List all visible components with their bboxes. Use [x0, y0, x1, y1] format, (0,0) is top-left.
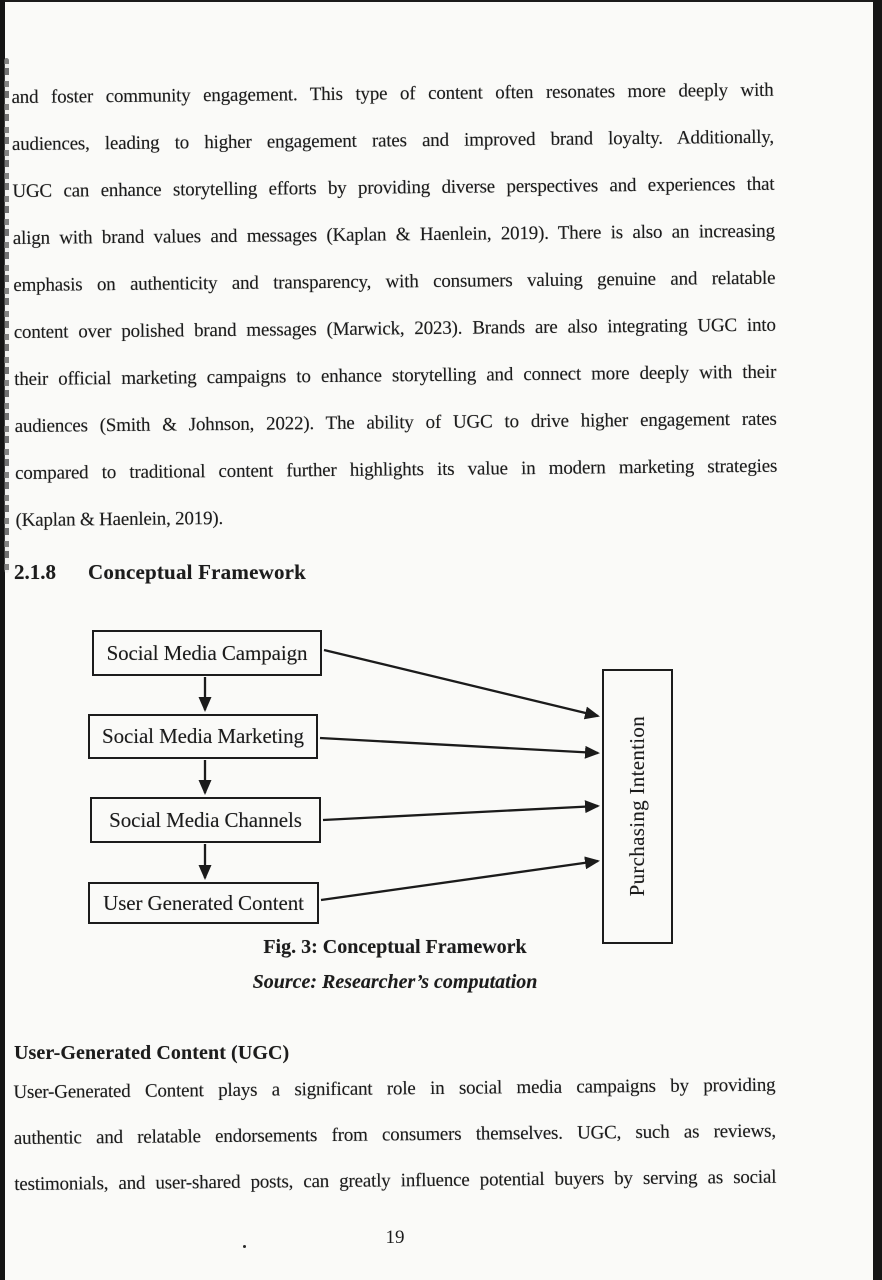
text-line: content over polished brand messages (Marwick, 2023). Brands are also integrating UGC into	[13, 314, 776, 344]
diagram-box-label: Purchasing Intention	[625, 716, 649, 897]
text-line: compared to traditional content further highlights its value in modern marketing strategies	[15, 455, 778, 484]
text-line: audiences (Smith & Johnson, 2022). The ability of UGC to drive higher engagement rates	[14, 408, 777, 437]
text-line: authentic and relatable endorsements from consumers themselves. UGC, such as reviews,	[13, 1120, 776, 1150]
text-line: audiences, leading to higher engagement rates and improved brand loyalty. Additionally,	[11, 126, 775, 156]
text-line: User-Generated Content plays a significant role in social media campaigns by providing	[13, 1074, 776, 1104]
text-line: UGC can enhance storytelling efforts by providing diverse perspectives and experiences that	[12, 173, 775, 203]
arrow-campaign-to-intention	[324, 650, 598, 716]
arrow-channels-to-intention	[323, 806, 598, 820]
diagram-box-social-media-campaign	[92, 630, 322, 676]
diagram-box-label: Social Media Campaign	[106, 640, 308, 665]
diagram-box-user-generated-content	[88, 882, 319, 924]
text-line: their official marketing campaigns to enhance storytelling and connect more deeply with their	[14, 361, 777, 390]
figure-caption: Fig. 3: Conceptual Framework	[263, 936, 527, 958]
diagram-box-label: Social Media Channels	[109, 807, 302, 832]
text-line: testimonials, and user-shared posts, can greatly influence potential buyers by serving as social	[14, 1166, 777, 1195]
diagram-box-label: User Generated Content	[103, 890, 304, 915]
section-title: Conceptual Framework	[88, 560, 307, 584]
scan-edge-fringe	[4, 58, 9, 573]
diagram-box-label: Social Media Marketing	[102, 724, 304, 748]
scan-edge-right	[873, 0, 882, 1280]
text-line: align with brand values and messages (Kaplan & Haenlein, 2019). There is also an increasing	[12, 220, 775, 250]
paragraph-bottom	[13, 1063, 776, 1208]
text-line: (Kaplan & Haenlein, 2019).	[15, 508, 224, 531]
paragraph-top	[11, 67, 777, 544]
figure-source: Source: Researcher’s computation	[252, 971, 538, 993]
diagram-box-social-media-channels	[90, 797, 321, 843]
arrow-ugc-to-intention	[321, 861, 598, 900]
text-line: emphasis on authenticity and transparency, with consumers valuing genuine and relatable	[13, 267, 776, 297]
page-number: 19	[385, 1227, 405, 1248]
diagram-box-purchasing-intention	[602, 669, 673, 944]
section-number: 2.1.8	[14, 560, 56, 584]
subsection-heading: User-Generated Content (UGC)	[14, 1042, 290, 1064]
text-line: and foster community engagement. This type of content often resonates more deeply with	[11, 79, 774, 109]
scan-speck	[243, 1245, 246, 1248]
scan-edge-top	[0, 0, 882, 2]
diagram-box-social-media-marketing	[88, 714, 318, 759]
arrow-marketing-to-intention	[320, 738, 598, 753]
section-heading	[14, 559, 776, 585]
